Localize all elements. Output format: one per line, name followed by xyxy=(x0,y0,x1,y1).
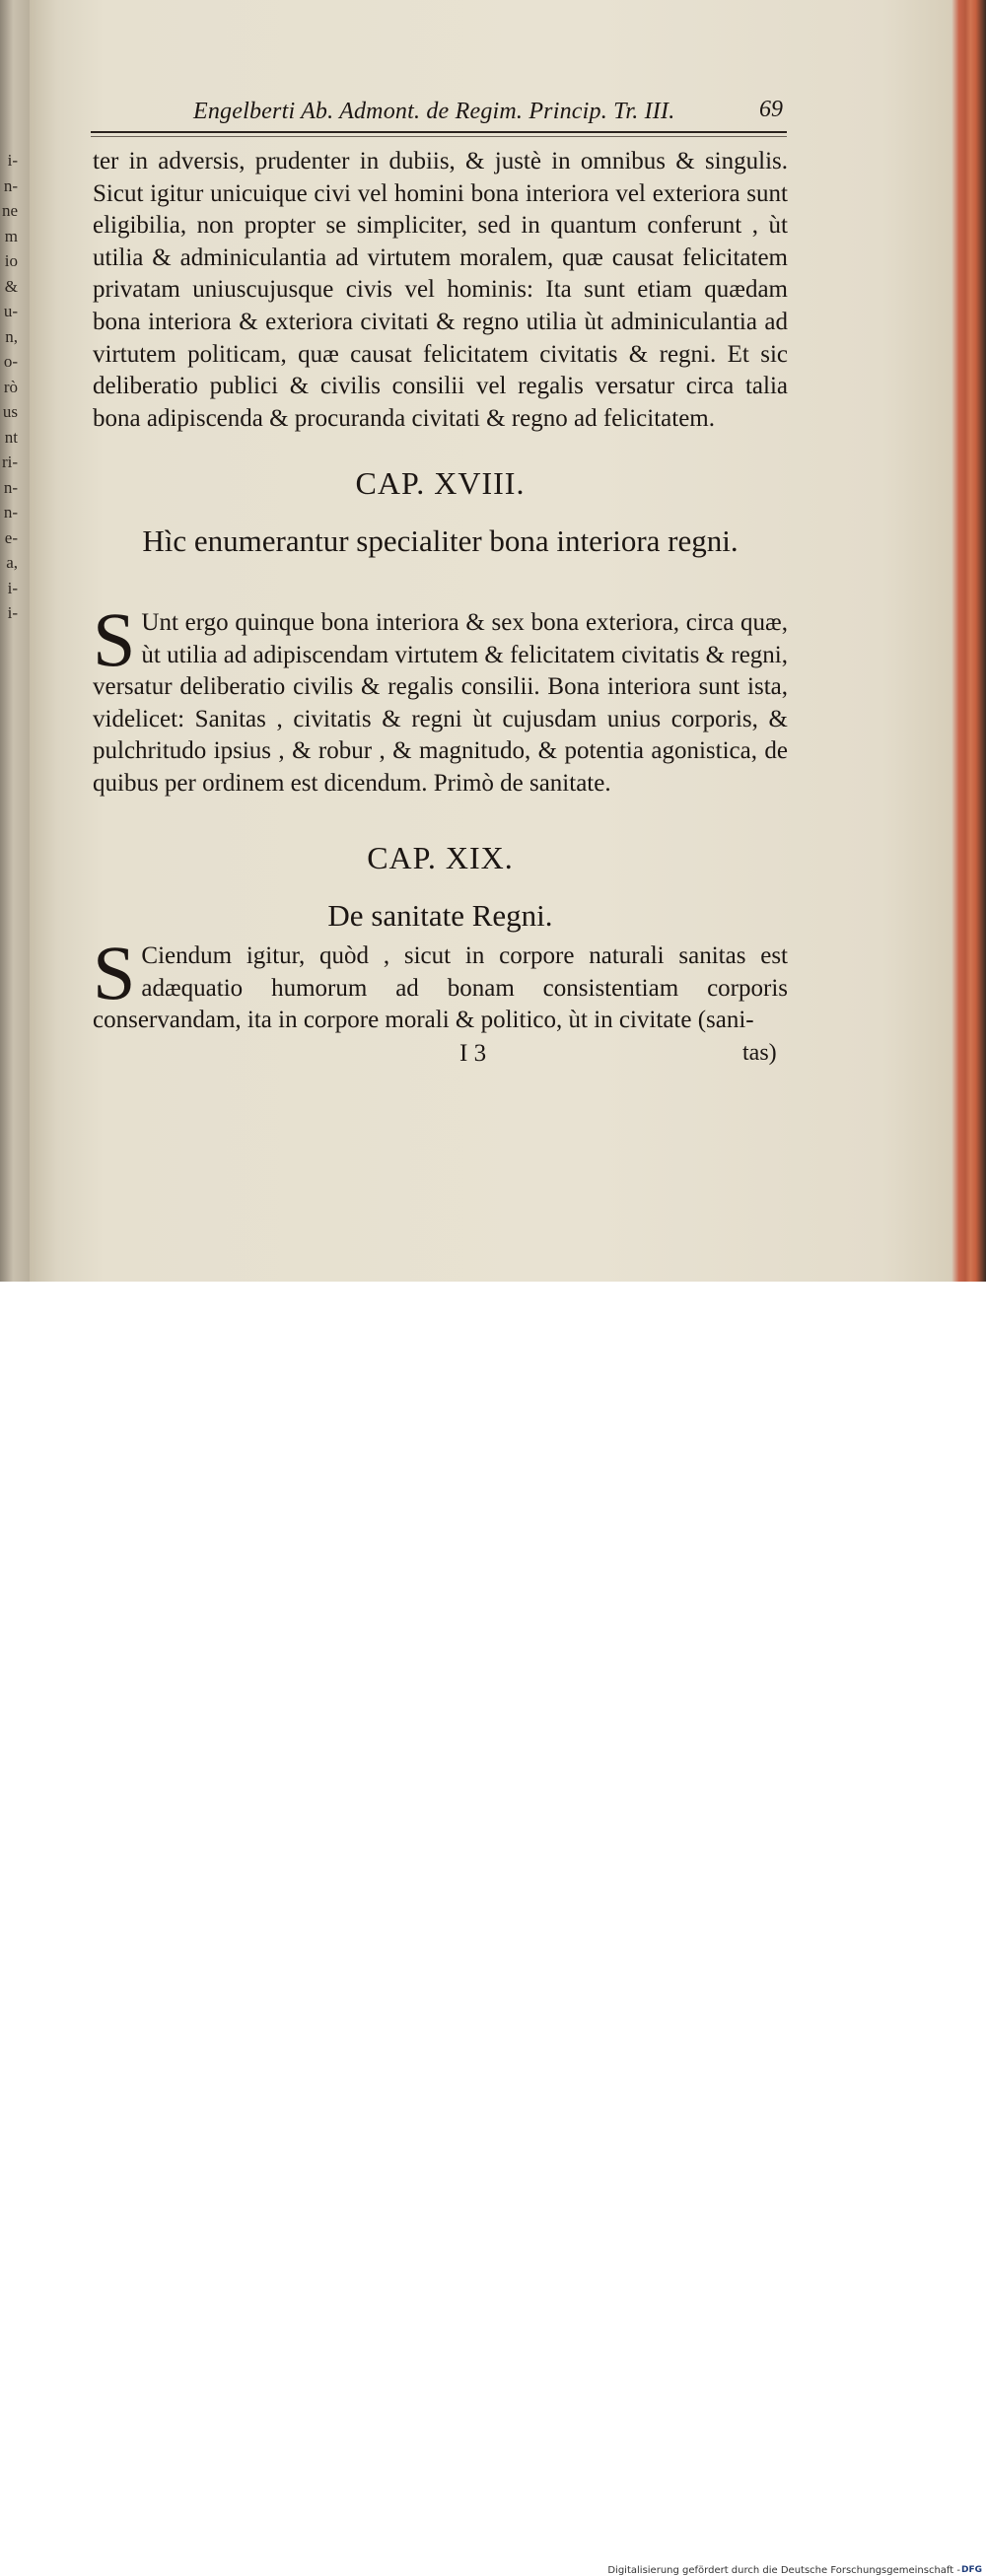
signature-mark: I 3 xyxy=(459,1040,487,1067)
previous-page-fragment: & xyxy=(4,276,18,296)
previous-page-fragment: n- xyxy=(3,175,18,195)
previous-page-fragment: i- xyxy=(7,151,18,170)
chapter-18-text: Unt ergo quinque bona interiora & sex bona exteriora, circa quæ, ùt utilia ad adipiscendam virtutem & felicitatem civitatis & regni, versatur deliberatio civilis & regalis consilii. Bona interiora sunt ista, videlicet: Sanitas , civitatis & regni ùt cujusdam unius corporis, & pulchritudo ipsius , & robur , & magnitudo, & potentia agonistica, de quibus per ordinem est dicendum. Primò de sanitate. xyxy=(93,609,788,797)
previous-page-fragment: nt xyxy=(4,427,18,447)
previous-page-fragment: us xyxy=(2,402,18,421)
previous-page-fragment: n- xyxy=(3,477,18,497)
previous-page-fragment: io xyxy=(4,251,18,270)
scan-image xyxy=(0,0,986,1282)
previous-page-fragment: n- xyxy=(3,503,18,522)
chapter-18-paragraph xyxy=(93,596,788,801)
previous-page-fragment: i- xyxy=(7,603,18,622)
dfg-logo: DFG xyxy=(960,2565,982,2575)
chapter-19-paragraph xyxy=(93,930,788,1037)
chapter-18-title: CAP. XVIII. xyxy=(355,465,526,501)
header-rule xyxy=(91,131,787,137)
running-head: Engelberti Ab. Admont. de Regim. Princip. Tr. III. xyxy=(193,99,675,124)
funding-credit: Digitalisierung gefördert durch die Deutsche Forschungsgemeinschaft - xyxy=(607,2565,960,2576)
page-content xyxy=(0,0,986,1282)
chapter-19-heading: De sanitate Regni. xyxy=(327,898,553,933)
paragraph-continued: ter in adversis, prudenter in dubiis, & justè in omnibus & singulis. Sicut igitur unicuique civi vel homini bona interiora vel exteriora sunt eligibilia, non propter se simpliciter, sed in quantum conferunt , ùt utilia & adminiculantia ad virtutem moralem, quæ causat felicitatem privatam uniuscujusque civis vel hominis: Ita sunt etiam quædam bona interiora & exteriora civitati & regno utilia ùt adminiculantia ad virtutem politicam, quæ causat felicitatem civitatis & regni. Et sic deliberatio publici & civilis consilii vel regalis versatur circa talia bona adipiscenda & procuranda civitati & regno ad felicitatem. xyxy=(93,148,788,432)
previous-page-fragment: i- xyxy=(7,578,18,597)
folio-number: 69 xyxy=(759,97,783,122)
previous-page-fragment: u- xyxy=(3,302,18,320)
previous-page-fragment: e- xyxy=(4,527,18,547)
previous-page-fragment: a, xyxy=(6,553,18,572)
catchword: tas) xyxy=(742,1040,777,1066)
chapter-18-dropcap: S xyxy=(93,596,136,682)
chapter-19-dropcap: S xyxy=(93,930,136,1015)
previous-page-fragment: ne xyxy=(1,201,18,220)
previous-page-fragment: m xyxy=(4,226,18,245)
previous-page-fragment: o- xyxy=(3,352,18,371)
chapter-19-text: Ciendum igitur, quòd , sicut in corpore naturali sanitas est adæquatio humorum ad bonam consistentiam corporis conservandam, ita in corpore morali & politico, ùt in civitate (sani- xyxy=(93,942,788,1034)
previous-page-fragment: n, xyxy=(5,326,18,346)
chapter-18-heading: Hìc enumerantur specialiter bona interiora regni. xyxy=(142,523,739,558)
chapter-19-title: CAP. XIX. xyxy=(367,840,514,875)
previous-page-fragment: rò xyxy=(3,377,18,396)
footer-bar xyxy=(0,1282,986,2576)
previous-page-fragment: ri- xyxy=(1,453,18,471)
